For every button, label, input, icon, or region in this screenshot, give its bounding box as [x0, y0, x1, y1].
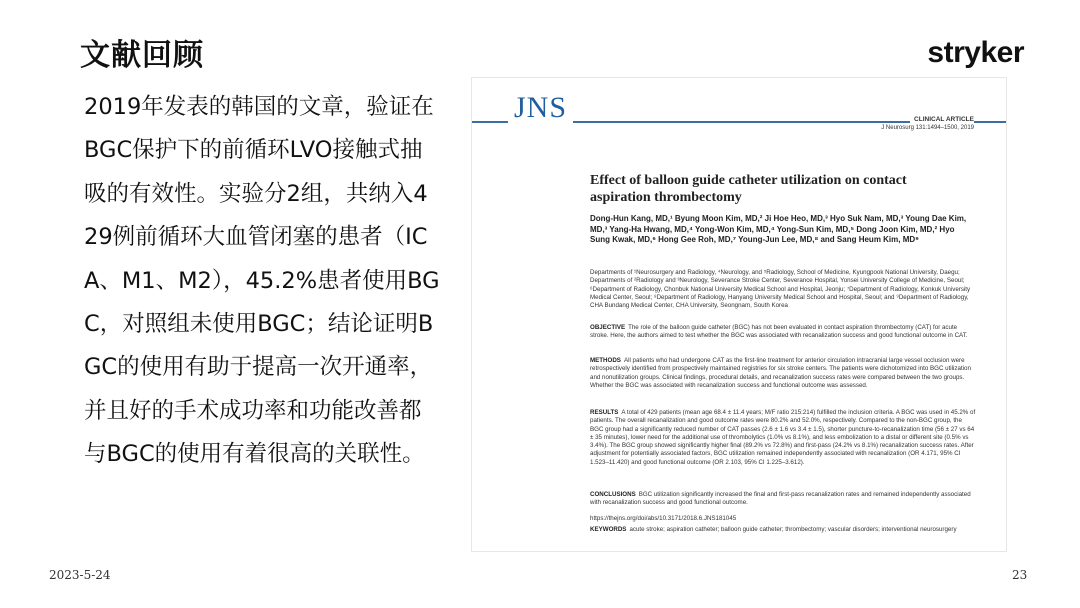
page-number: 23: [1012, 568, 1028, 582]
article-type-label: CLINICAL ARTICLE: [910, 116, 974, 124]
stryker-logo: stryker: [927, 36, 1024, 69]
conclusions-text: BGC utilization significantly increased the final and first-pass recanalization rates and remained independently associated with recanalization success and good functional outcome.: [590, 491, 971, 507]
jns-logo: JNS: [508, 92, 573, 124]
methods-heading: METHODS: [590, 357, 621, 364]
keywords-text: acute stroke; aspiration catheter; balloon guide catheter; thrombectomy; vascular disorders; interventional neurosurgery: [629, 526, 957, 533]
journal-citation: J Neurosurg 131:1494–1500, 2019: [881, 125, 974, 131]
article-doi: https://thejns.org/doi/abs/10.3171/2018.6.JNS181045: [590, 515, 737, 522]
slide-date: 2023-5-24: [49, 568, 111, 582]
article-authors: Dong-Hun Kang, MD,¹ Byung Moon Kim, MD,² Ji Hoe Heo, MD,³ Hyo Suk Nam, MD,³ Young Dae Kim, MD,³ Yang-Ha Hwang, MD,⁴ Yong-Won Kim, MD,⁴ Yong-Sun Kim, MD,⁵ Dong Joon Kim, MD,² Hyo Sung Kwak, MD,⁶ Hong Gee Roh, MD,⁷ Young-Jun Lee, MD,⁸ and Sang Heum Kim, MD⁹: [590, 214, 967, 244]
methods-text: All patients who had undergone CAT as the first-line treatment for anterior circulation intracranial large vessel occlusion were retrospectively identified from prospectively maintained registries for six stroke centers. The patients were dichotomized into BGC utilization and nonutilization groups. Clinical findings, procedural details, and recanalization success rates were compared between the two groups. Whether the BGC was associated with recanalization success and functional outcome was assessed.: [590, 357, 971, 389]
objective-text: The role of the balloon guide catheter (BGC) has not been evaluated in contact aspiration thrombectomy (CAT) for acute stroke. Here, the authors aimed to test whether the BGC was associated with recanalization success and good functional outcome in CAT.: [590, 324, 968, 340]
abstract-conclusions: [590, 491, 976, 508]
conclusions-heading: CONCLUSIONS: [590, 491, 636, 498]
article-image: [472, 78, 1006, 551]
article-affiliations: Departments of ¹Neurosurgery and Radiology, ⁴Neurology, and ⁵Radiology, School of Medicine, Kyungpook National University, Daegu; Departments of ²Radiology and ³Neurology, Severance Stroke Center, Severance Hospital, Yonsei University College of Medicine, Seoul; ⁶Department of Radiology, Chonbuk National University Medical School and Hospital, Jeonju; ⁷Department of Radiology, Konkuk University Medical Center, Seoul; ⁸Department of Radiology, Hanyang University Medical School and Hospital, Seoul; and ⁹Department of Radiology, CHA Bundang Medical Center, CHA University, Seongnam, South Korea: [590, 269, 971, 310]
results-heading: RESULTS: [590, 409, 619, 416]
abstract-results: [590, 409, 976, 467]
abstract-methods: [590, 357, 976, 390]
objective-heading: OBJECTIVE: [590, 324, 626, 331]
abstract-objective: [590, 324, 976, 341]
article-keywords: [590, 526, 976, 534]
article-title: Effect of balloon guide catheter utilization on contact aspiration thrombectomy: [590, 173, 907, 205]
keywords-heading: KEYWORDS: [590, 526, 627, 533]
slide-title: 文献回顾: [80, 38, 204, 73]
results-text: A total of 429 patients (mean age 68.4 ± 11.4 years; M/F ratio 215:214) fulfilled the inclusion criteria. A BGC was used in 45.2% of patients. The overall recanalization and good outcome rates were 80.2% and 52.0%, respectively. Compared to the non-BGC group, the BGC group had a significantly reduced number of CAT passes (2.6 ± 1.6 vs 3.4 ± 1.5), shorter puncture-to-recanalization time (56 ± 27 vs 64 ± 35 minutes), lower need for the additional use of thrombolytics (1.0% vs 8.1%), and less embolization to a distal or different site (0.5% vs 3.4%). The BGC group showed significantly higher final (89.2% vs 72.8%) and first-pass (24.2% vs 8.1%) recanalization success rates. After adjustment for potentially associated factors, BGC utilization remained independently associated with recanalization (OR 4.171, 95% CI 1.523–11.420) and good functional outcome (OR 2.103, 95% CI 1.225–3.612).: [590, 409, 976, 466]
summary-text: 2019年发表的韩国的文章，验证在BGC保护下的前循环LVO接触式抽吸的有效性。实验分2组，共纳入429例前循环大血管闭塞的患者（ICA、M1、M2），45.2%患者使用BGC，对照组未使用BGC；结论证明BGC的使用有助于提高一次开通率，并且好的手术成功率和功能改善都与BGC的使用有着很高的关联性。: [84, 94, 440, 468]
